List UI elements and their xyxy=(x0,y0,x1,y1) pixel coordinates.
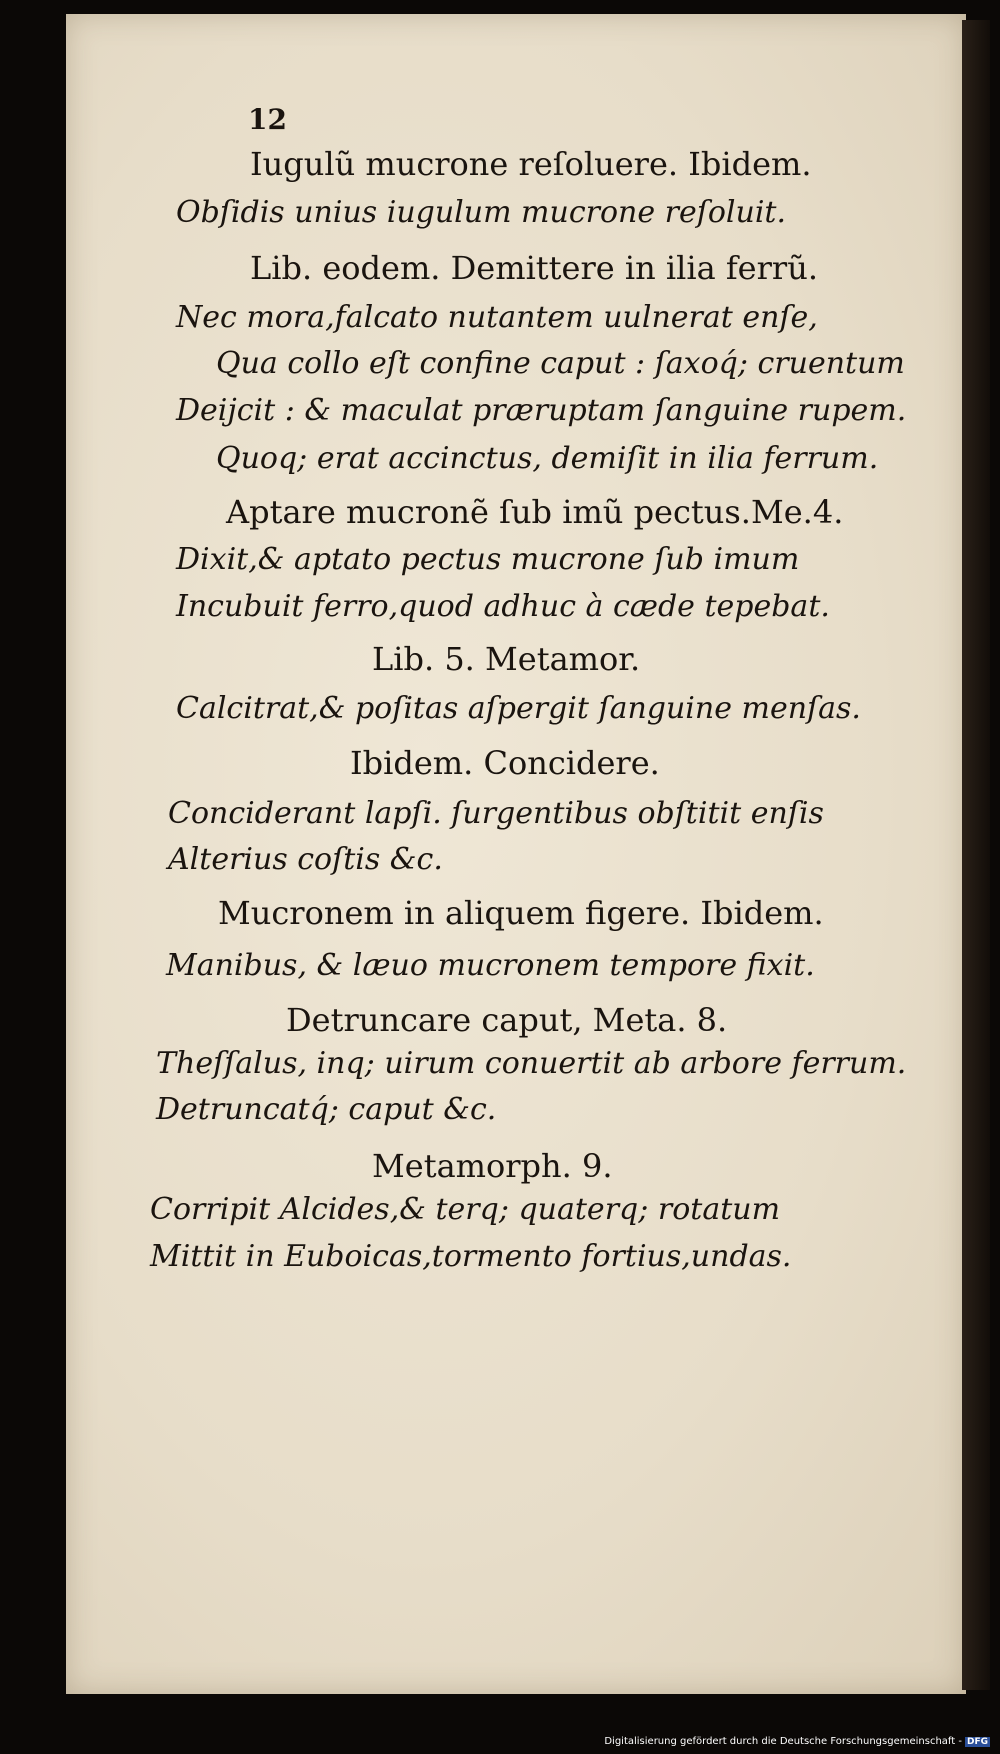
text-line: Alterius coſtis &c. xyxy=(168,842,443,877)
page-edge xyxy=(962,20,990,1690)
text-line: Incubuit ferro,quod adhuc à cæde tepebat. xyxy=(176,589,830,624)
text-line: Aptare mucronẽ ſub imũ pectus.Me.4. xyxy=(226,493,844,531)
digitization-credit xyxy=(604,1736,990,1747)
dfg-logo-icon: DFG xyxy=(966,1737,988,1747)
text-line: Iugulũ mucrone reſoluere. Ibidem. xyxy=(250,145,812,183)
text-line: Detruncare caput, Meta. 8. xyxy=(286,1001,728,1039)
text-line: Qua collo eſt confine caput : ſaxoq́; cruentum xyxy=(216,346,905,381)
text-line: Theſſalus, inq; uirum conuertit ab arbore ferrum. xyxy=(156,1046,907,1081)
text-line: Quoq; erat accinctus, demiſit in ilia ferrum. xyxy=(216,441,879,476)
text-line: Mittit in Euboicas,tormento fortius,undas. xyxy=(150,1239,792,1274)
text-line: Detruncatq́; caput &c. xyxy=(156,1092,497,1127)
text-line: Corripit Alcides,& terq; quaterq; rotatum xyxy=(150,1192,781,1227)
page-number: 12 xyxy=(248,103,287,136)
text-line: Conciderant lapſi. ſurgentibus obſtitit enſis xyxy=(168,796,824,831)
text-line: Ibidem. Concidere. xyxy=(350,744,660,782)
text-line: Nec mora,falcato nutantem uulnerat enſe, xyxy=(176,300,818,335)
credit-text: Digitalisierung gefördert durch die Deutsche Forschungsgemeinschaft - xyxy=(604,1736,962,1747)
text-line: Manibus, & læuo mucronem tempore fixit. xyxy=(166,948,815,983)
text-line: Lib. eodem. Demittere in ilia ferrũ. xyxy=(250,249,818,287)
text-line: Obſidis unius iugulum mucrone reſoluit. xyxy=(176,195,787,230)
text-line: Metamorph. 9. xyxy=(372,1147,613,1185)
text-line: Dixit,& aptato pectus mucrone ſub imum xyxy=(176,542,800,577)
text-line: Calcitrat,& poſitas aſpergit ſanguine menſas. xyxy=(176,691,861,726)
text-line: Deijcit : & maculat præruptam ſanguine rupem. xyxy=(176,393,907,428)
text-line: Mucronem in aliquem figere. Ibidem. xyxy=(218,894,824,932)
text-line: Lib. 5. Metamor. xyxy=(372,640,641,678)
